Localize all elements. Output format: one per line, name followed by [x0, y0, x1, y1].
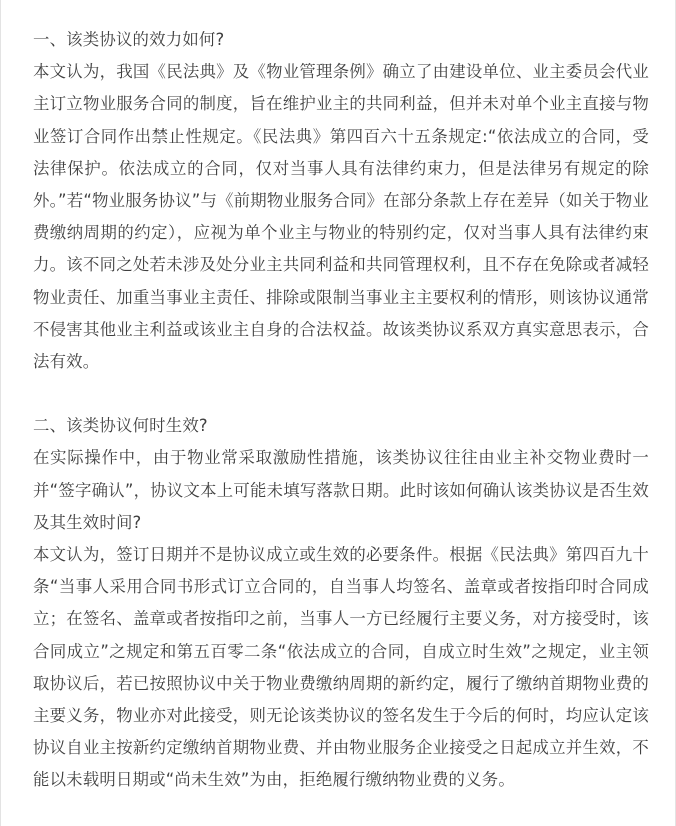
- section-1-heading: 一、该类协议的效力如何?: [33, 30, 225, 49]
- section-2-paragraph-1: 在实际操作中，由于物业常采取激励性措施，该类协议往往由业主补交物业费时一并“签字确认”，协议文本上可能未填写落款日期。此时该如何确认该类协议是否生效及其生效时间?: [33, 448, 649, 532]
- article-body: [33, 24, 649, 797]
- section-1-paragraph: 本文认为，我国《民法典》及《物业管理条例》确立了由建设单位、业主委员会代业主订立物业服务合同的制度，旨在维护业主的共同利益，但并未对单个业主直接与物业签订合同作出禁止性规定。《民法典》第四百六十五条规定:“依法成立的合同，受法律保护。依法成立的合同，仅对当事人具有法律约束力，但是法律另有规定的除外。”若“物业服务协议”与《前期物业服务合同》在部分条款上存在差异（如关于物业费缴纳周期的约定），应视为单个业主与物业的特别约定，仅对当事人具有法律约束力。该不同之处若未涉及处分业主共同利益和共同管理权利，且不存在免除或者减轻物业责任、加重当事业主责任、排除或限制当事业主主要权利的情形，则该协议通常不侵害其他业主利益或该业主自身的合法权益。故该类协议系双方真实意思表示，合法有效。: [33, 62, 649, 372]
- section-spacer: [33, 378, 649, 410]
- section-2-paragraph-2: 本文认为，签订日期并不是协议成立或生效的必要条件。根据《民法典》第四百九十条“当事人采用合同书形式订立合同的，自当事人均签名、盖章或者按指印时合同成立；在签名、盖章或者按指印之前，当事人一方已经履行主要义务，对方接受时，该合同成立”之规定和第五百零二条“依法成立的合同，自成立时生效”之规定，业主领取协议后，若已按照协议中关于物业费缴纳周期的新约定，履行了缴纳首期物业费的主要义务，物业亦对此接受，则无论该类协议的签名发生于今后的何时，均应认定该协议自业主按新约定缴纳首期物业费、并由物业服务企业接受之日起成立并生效，不能以未载明日期或“尚未生效”为由，拒绝履行缴纳物业费的义务。: [33, 545, 649, 790]
- section-2-heading: 二、该类协议何时生效?: [33, 416, 208, 436]
